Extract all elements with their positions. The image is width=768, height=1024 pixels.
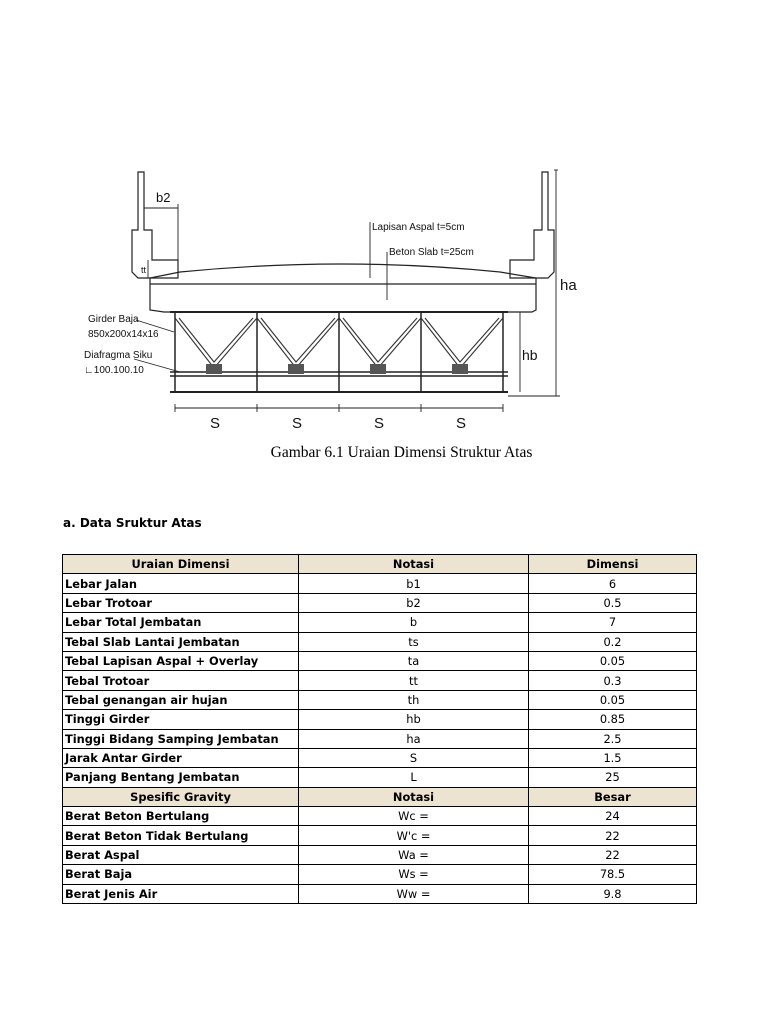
header-spesific-gravity: Spesific Gravity xyxy=(63,787,299,806)
row-value: 25 xyxy=(529,768,697,787)
table-row xyxy=(63,807,697,826)
beton-slab-label: Beton Slab t=25cm xyxy=(389,247,474,258)
row-value: 9.8 xyxy=(529,884,697,903)
table-row xyxy=(63,651,697,670)
table-row xyxy=(63,574,697,593)
row-notation: ta xyxy=(299,651,529,670)
row-notation: Ww = xyxy=(299,884,529,903)
spacing-label-2: S xyxy=(292,415,303,432)
row-label: Lebar Jalan xyxy=(63,574,299,593)
row-notation: L xyxy=(299,768,529,787)
row-value: 2.5 xyxy=(529,729,697,748)
header-uraian: Uraian Dimensi xyxy=(63,555,299,574)
row-label: Lebar Total Jembatan xyxy=(63,613,299,632)
row-label: Berat Beton Tidak Bertulang xyxy=(63,826,299,845)
table1-header-row xyxy=(63,555,697,574)
table-row xyxy=(63,710,697,729)
diafragma-label-2: ∟100.100.10 xyxy=(84,365,144,376)
row-label: Berat Jenis Air xyxy=(63,884,299,903)
row-notation: S xyxy=(299,748,529,767)
girder-label-2: 850x200x14x16 xyxy=(88,329,159,340)
row-notation: b1 xyxy=(299,574,529,593)
deck-slab xyxy=(150,264,536,312)
row-value: 0.85 xyxy=(529,710,697,729)
table-row xyxy=(63,729,697,748)
row-notation: th xyxy=(299,690,529,709)
header-notasi: Notasi xyxy=(299,555,529,574)
spacing-label-4: S xyxy=(456,415,467,432)
bridge-cross-section-figure xyxy=(80,160,600,480)
row-value: 0.05 xyxy=(529,690,697,709)
row-value: 0.2 xyxy=(529,632,697,651)
row-notation: Wc = xyxy=(299,807,529,826)
row-notation: hb xyxy=(299,710,529,729)
section-title: a. Data Sruktur Atas xyxy=(63,516,202,530)
table-row xyxy=(63,690,697,709)
row-value: 78.5 xyxy=(529,865,697,884)
row-value: 7 xyxy=(529,613,697,632)
row-notation: ha xyxy=(299,729,529,748)
header-besar: Besar xyxy=(529,787,697,806)
table-row xyxy=(63,593,697,612)
lapisan-aspal-label: Lapisan Aspal t=5cm xyxy=(372,222,465,233)
row-notation: Ws = xyxy=(299,865,529,884)
spacing-label-1: S xyxy=(210,415,221,432)
row-notation: ts xyxy=(299,632,529,651)
row-value: 0.3 xyxy=(529,671,697,690)
row-value: 6 xyxy=(529,574,697,593)
row-value: 1.5 xyxy=(529,748,697,767)
hb-label: hb xyxy=(522,347,538,363)
row-label: Berat Aspal xyxy=(63,845,299,864)
girders xyxy=(170,312,508,392)
row-notation: b xyxy=(299,613,529,632)
row-label: Tebal Lapisan Aspal + Overlay xyxy=(63,651,299,670)
table-row xyxy=(63,884,697,903)
structure-data-table xyxy=(62,554,697,904)
row-value: 22 xyxy=(529,845,697,864)
b2-label: b2 xyxy=(156,190,171,205)
right-parapet xyxy=(510,172,554,278)
table-row xyxy=(63,865,697,884)
header-dimensi: Dimensi xyxy=(529,555,697,574)
table-row xyxy=(63,613,697,632)
table2-header-row xyxy=(63,787,697,806)
left-parapet xyxy=(132,172,178,278)
row-label: Panjang Bentang Jembatan xyxy=(63,768,299,787)
table-row xyxy=(63,768,697,787)
table-row xyxy=(63,671,697,690)
bridge-drawing xyxy=(80,160,600,480)
header-notasi-2: Notasi xyxy=(299,787,529,806)
girder-label-1: Girder Baja xyxy=(88,314,139,325)
tt-label: tt xyxy=(141,265,147,275)
table-row xyxy=(63,632,697,651)
row-label: Lebar Trotoar xyxy=(63,593,299,612)
table-row xyxy=(63,845,697,864)
row-notation: W'c = xyxy=(299,826,529,845)
row-label: Tebal genangan air hujan xyxy=(63,690,299,709)
row-label: Berat Baja xyxy=(63,865,299,884)
row-label: Tebal Slab Lantai Jembatan xyxy=(63,632,299,651)
row-label: Berat Beton Bertulang xyxy=(63,807,299,826)
table-row xyxy=(63,826,697,845)
row-value: 24 xyxy=(529,807,697,826)
row-notation: tt xyxy=(299,671,529,690)
row-value: 0.5 xyxy=(529,593,697,612)
row-label: Jarak Antar Girder xyxy=(63,748,299,767)
row-value: 0.05 xyxy=(529,651,697,670)
row-value: 22 xyxy=(529,826,697,845)
figure-caption-text: Gambar 6.1 Uraian Dimensi Struktur Atas xyxy=(270,444,533,461)
row-label: Tinggi Bidang Samping Jembatan xyxy=(63,729,299,748)
row-label: Tebal Trotoar xyxy=(63,671,299,690)
figure-caption xyxy=(0,444,768,462)
table-row xyxy=(63,748,697,767)
row-notation: b2 xyxy=(299,593,529,612)
ha-label: ha xyxy=(560,277,577,294)
row-label: Tinggi Girder xyxy=(63,710,299,729)
row-notation: Wa = xyxy=(299,845,529,864)
spacing-label-3: S xyxy=(374,415,385,432)
diafragma-label-1: Diafragma Siku xyxy=(84,350,153,361)
